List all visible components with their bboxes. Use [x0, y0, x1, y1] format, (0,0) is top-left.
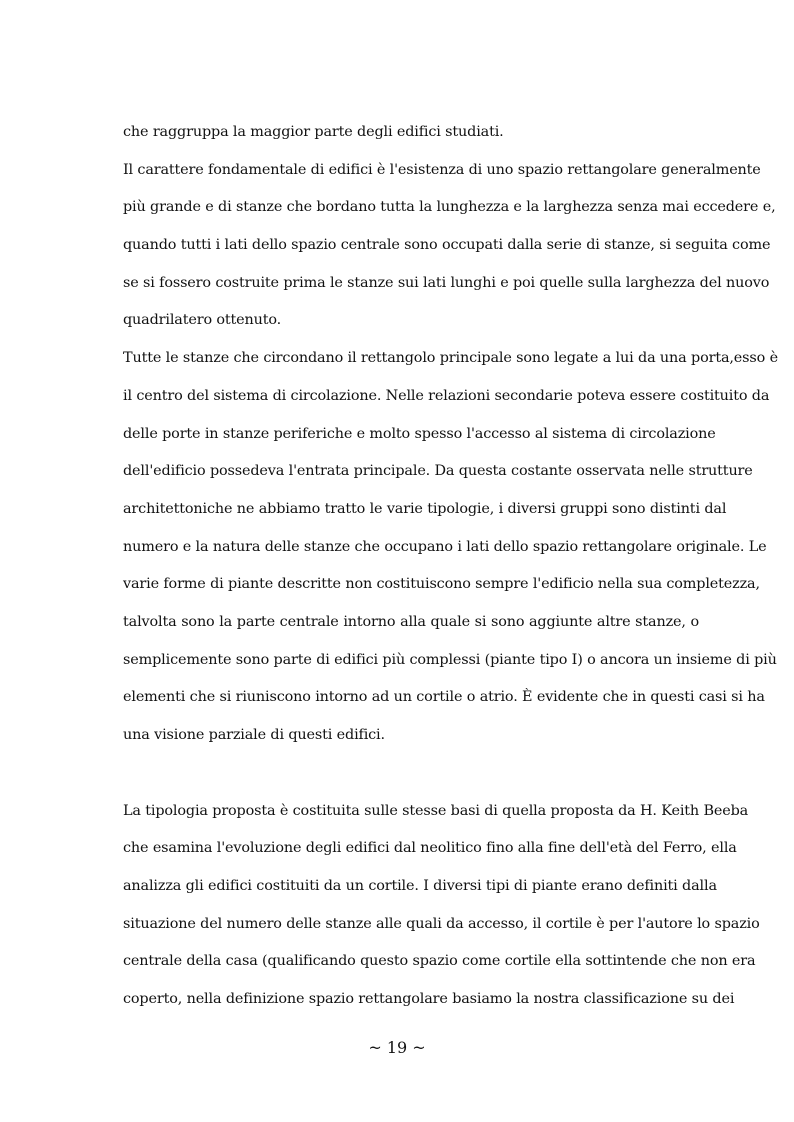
text-line: Tutte le stanze che circondano il rettangolo principale sono legate a lui da una porta,esso è	[123, 350, 778, 367]
text-line: analizza gli edifici costituiti da un cortile. I diversi tipi di piante erano definiti dalla	[123, 878, 717, 895]
text-line: numero e la natura delle stanze che occupano i lati dello spazio rettangolare originale. Le	[123, 538, 767, 555]
text-line: dell'edificio possedeva l'entrata principale. Da questa costante osservata nelle strutture	[123, 463, 753, 480]
text-line: talvolta sono la parte centrale intorno alla quale si sono aggiunte altre stanze, o	[123, 613, 699, 630]
text-line: che raggruppa la maggior parte degli edifici studiati.	[123, 124, 504, 140]
page-number: ~ 19 ~	[368, 1038, 426, 1057]
text-line: se si fossero costruite prima le stanze sui lati lunghi e poi quelle sulla larghezza del nuovo	[123, 274, 770, 291]
text-line: delle porte in stanze periferiche e molto spesso l'accesso al sistema di circolazione	[123, 425, 716, 442]
text-line: quando tutti i lati dello spazio centrale sono occupati dalla serie di stanze, si seguita come	[123, 237, 771, 254]
text-line: elementi che si riuniscono intorno ad un cortile o atrio. È evidente che in questi casi si ha	[123, 689, 765, 706]
text-line: il centro del sistema di circolazione. Nelle relazioni secondarie poteva essere costituito da	[123, 387, 770, 404]
text-line: La tipologia proposta è costituita sulle stesse basi di quella proposta da H. Keith Beeba	[123, 802, 749, 819]
paragraph-4	[123, 797, 760, 1023]
text-line: Il carattere fondamentale di edifici è l'esistenza di uno spazio rettangolare generalmente	[123, 161, 761, 178]
text-line: una visione parziale di questi edifici.	[123, 727, 385, 743]
paragraph-spacer	[123, 759, 699, 797]
paragraph-2	[123, 156, 776, 344]
text-line: semplicemente sono parte di edifici più complessi (piante tipo I) o ancora un insieme di più	[123, 651, 777, 668]
text-line: architettoniche ne abbiamo tratto le varie tipologie, i diversi gruppi sono distinti dal	[123, 500, 727, 517]
page-body	[123, 118, 778, 1023]
text-line: quadrilatero ottenuto.	[123, 312, 282, 329]
paragraph-1	[123, 118, 699, 156]
text-line: che esamina l'evoluzione degli edifici dal neolitico fino alla fine dell'età del Ferro, ella	[123, 840, 737, 857]
text-line: situazione del numero delle stanze alle quali da accesso, il cortile è per l'autore lo spazio	[123, 915, 760, 932]
text-line: varie forme di piante descritte non costituiscono sempre l'edificio nella sua completezza,	[123, 576, 760, 593]
text-line: centrale della casa (qualificando questo spazio come cortile ella sottintende che non era	[123, 953, 756, 970]
paragraph-3	[123, 344, 778, 759]
text-line: coperto, nella definizione spazio rettangolare basiamo la nostra classificazione su dei	[123, 991, 735, 1008]
text-line: più grande e di stanze che bordano tutta la lunghezza e la larghezza senza mai eccedere e,	[123, 199, 776, 216]
